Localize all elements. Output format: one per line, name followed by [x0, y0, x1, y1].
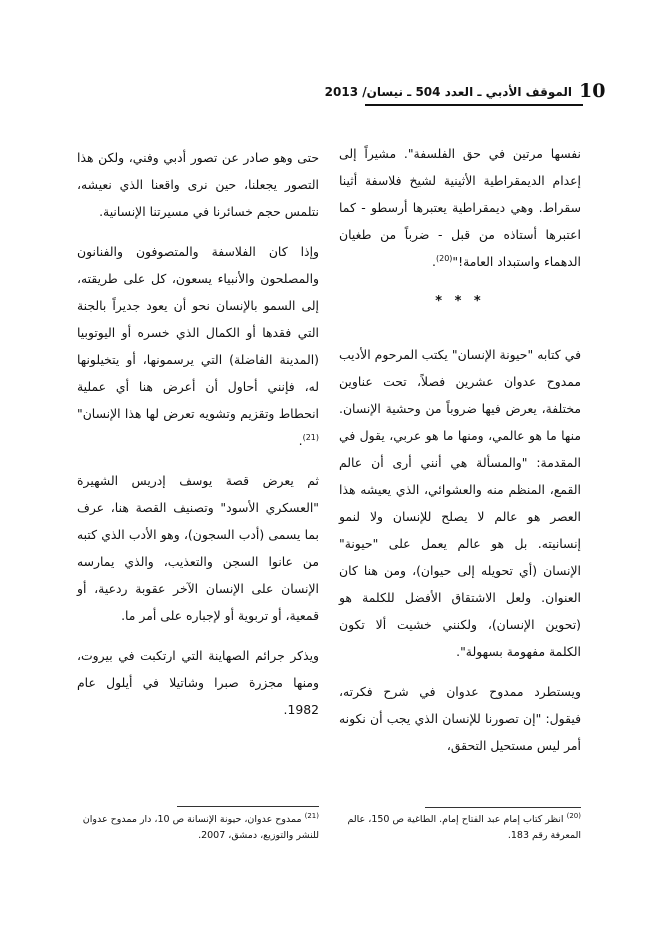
right-paragraph-2: في كتابه "حيونة الإنسان" يكتب المرحوم الأديب ممدوح عدوان عشرين فصلاً، تحت عناوين مختلفة، يعرض فيها ضروباً من وحشية الإنسان. منها ما هو عالمي، ومنها ما هو عربي، يقول في المقدمة: "والمسألة هي أنني أرى أن عالم القمع، المنظم منه والعشوائي، الذي يعيشه هذا العصر هو عالم لا يصلح للإنسان ولا لنمو إنسانيته. بل هو عالم يعمل على "حيونة" الإنسان (أي تحويله إلى حيوان)، ومن هنا كان العنوان. ولعل الاشتقاق الأفضل للكلمة هو (تحوين الإنسان)، ولكنني خشيت ألا تكون الكلمة مفهومة بسهولة". [339, 347, 581, 659]
footnote-rule-left [177, 806, 319, 807]
footnote-ref-21: (21) [302, 432, 319, 442]
footnote-rule-right [425, 807, 581, 808]
right-column [339, 140, 581, 772]
left-paragraph-3: ثم يعرض قصة يوسف إدريس الشهيرة "العسكري الأسود" وتصنيف القصة هنا، عرف بما يسمى (أدب السجون)، وهو الأدب الذي كتبه من عانوا السجن والتعذيب، والذي يمارسه الإنسان على الإنسان الآخر عقوبة ردعية، أو قمعية، أو تربوية أو لإجباره على أمر ما. [77, 473, 319, 623]
right-paragraph-1: نفسها مرتين في حق الفلسفة". مشيراً إلى إعدام الديمقراطية الأثينية لشيخ فلاسفة أثينا سقراط. وهي ديمقراطية يعتبرها أرسطو - كما اعتبرها أستاذه من قبل - ضرباً من طغيان الدهماء واستبداد العامة!"$^{(20)}$. [339, 146, 581, 269]
left-paragraph-1: حتى وهو صادر عن تصور أدبي وفني، ولكن هذا التصور يجعلنا، حين نرى واقعنا الذي نعيشه، نتلمس حجم خسائرنا في مسيرتنا الإنسانية. [77, 150, 319, 219]
left-paragraph-2-text: وإذا كان الفلاسفة والمتصوفون والفنانون والمصلحون والأنبياء يسعون، كل على طريقته، إلى السمو بالإنسان نحو أن يعود جديراً بالجنة التي فقدها أو الكمال الذي خسره أو اليوتوبيا (المدينة الفاضلة) التي يرسمونها، أو يتخيلونها له، فإنني أحاول أن أعرض هنا أي عملية انحطاط وتقزيم وتشويه تعرض لها هذا الإنسان" [77, 244, 319, 421]
footnote-20-number: (20) [566, 811, 581, 820]
left-paragraph-2: وإذا كان الفلاسفة والمتصوفون والفنانون والمصلحون والأنبياء يسعون، كل على طريقته، إلى السمو بالإنسان نحو أن يعود جديراً بالجنة التي فقدها أو الكمال الذي خسره أو اليوتوبيا (المدينة الفاضلة) التي يرسمونها، أو يتخيلونها له، فإنني أحاول أن أعرض هنا أي عملية انحطاط وتقزيم وتشويه تعرض لها هذا الإنسان"$^{(21)}$. [77, 244, 319, 448]
right-paragraph-1-text: نفسها مرتين في حق الفلسفة". مشيراً إلى إعدام الديمقراطية الأثينية لشيخ فلاسفة أثينا سقراط. وهي ديمقراطية يعتبرها أرسطو - كما اعتبرها أستاذه من قبل - ضرباً من طغيان الدهماء واستبداد العامة!" [339, 146, 581, 269]
left-paragraph-4: ويذكر جرائم الصهاينة التي ارتكبت في بيروت، ومنها مجزرة صبرا وشاتيلا في أيلول عام 1982. [77, 648, 319, 717]
footnote-20 [339, 812, 581, 844]
issue-line: الموقف الأدبي ـ العدد 504 ـ نيسان/ 2013 [324, 85, 572, 99]
header-rule [365, 104, 583, 106]
footnote-21 [77, 812, 319, 844]
footnote-ref-20: (20) [435, 253, 453, 263]
footnote-21-number: (21) [304, 811, 319, 820]
left-column [77, 144, 319, 736]
right-paragraph-3: ويستطرد ممدوح عدوان في شرح فكرته، فيقول: "إن تصورنا للإنسان الذي يجب أن نكونه أمر ليس مستحيل التحقق، [339, 684, 581, 753]
section-separator: * * * [435, 294, 485, 309]
footnote-20-text: انظر كتاب إمام عبد الفتاح إمام. الطاغية ص 150، عالم المعرفة رقم 183. [347, 814, 581, 841]
page-number: 10 [579, 80, 606, 102]
footnote-21-text: ممدوح عدوان، حيونة الإنسانة ص 10، دار ممدوح عدوان للنشر والتوزيع، دمشق، 2007. [82, 814, 319, 841]
